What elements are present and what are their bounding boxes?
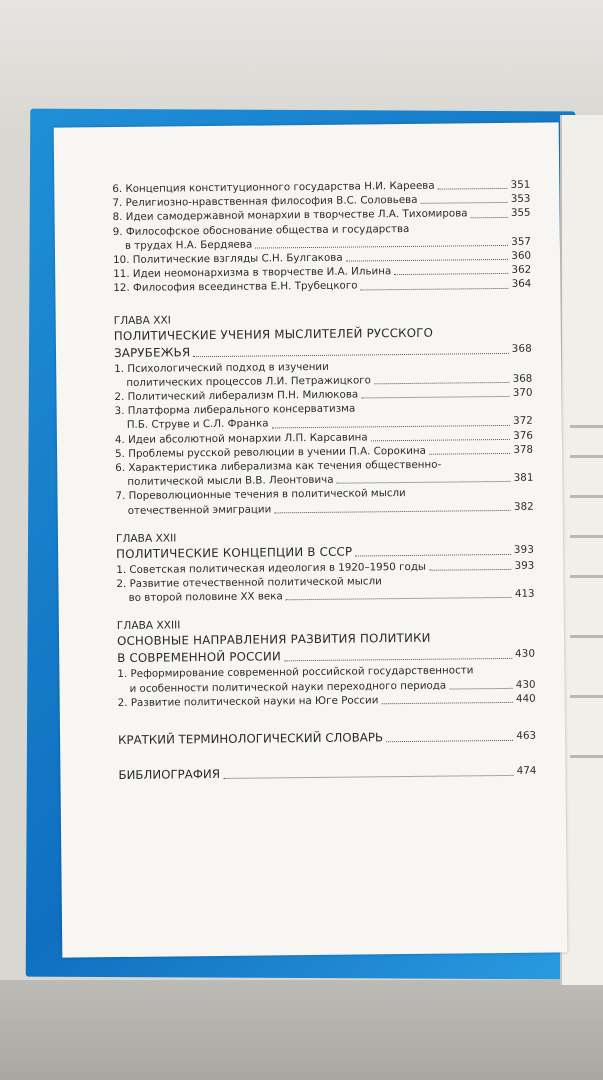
adjacent-book bbox=[560, 115, 603, 985]
adjacent-text-line bbox=[570, 495, 603, 498]
toc-entry: 2. Развитие политической науки на Юге России 440 bbox=[117, 692, 536, 709]
toc-entry: 12. Философия всеединства Е.Н. Трубецкого 364 bbox=[113, 278, 532, 295]
chapter-label: ГЛАВА XXI bbox=[113, 314, 171, 327]
toc-page bbox=[54, 122, 568, 957]
chapter-title: ПОЛИТИЧЕСКИЕ КОНЦЕПЦИИ В СССР 393 bbox=[116, 543, 535, 561]
adjacent-text-line bbox=[570, 635, 603, 638]
toc-entry: 11. Идеи неомонархизма в творчестве И.А. Ильина 362 bbox=[113, 263, 532, 281]
toc-entry-continuation: политической мысли В.В. Леонтовича 381 bbox=[127, 471, 534, 489]
adjacent-text-line bbox=[570, 575, 603, 578]
toc-entry: 8. Идеи самодержавной монархии в творчестве Л.А. Тихомирова 355 bbox=[112, 207, 531, 224]
toc-entry-continuation: отечественной эмиграции 382 bbox=[127, 500, 534, 517]
toc-entry: 1. Психологический подход в изучении bbox=[114, 360, 329, 375]
toc-entry-continuation: во второй половине XX века 413 bbox=[128, 587, 535, 605]
toc-entry: 6. Концепция конституционного государства Н.И. Кареева 351 bbox=[112, 178, 531, 196]
toc-entry-continuation: в трудах Н.А. Бердяева 357 bbox=[124, 235, 531, 252]
chapter-label: ГЛАВА XXIII bbox=[116, 619, 181, 633]
chapter-title-continuation: ЗАРУБЕЖЬЯ 368 bbox=[113, 342, 533, 360]
toc-entry-continuation: политических процессов Л.И. Петражицкого 368 bbox=[126, 372, 533, 389]
chapter-title: ОСНОВНЫЕ НАПРАВЛЕНИЯ РАЗВИТИЯ ПОЛИТИКИ bbox=[116, 631, 431, 649]
adjacent-text-line bbox=[570, 455, 603, 458]
chapter-title: ПОЛИТИЧЕСКИЕ УЧЕНИЯ МЫСЛИТЕЛЕЙ РУССКОГО bbox=[113, 325, 434, 343]
toc-entry: 2. Политический либерализм П.Н. Милюкова 370 bbox=[114, 386, 533, 404]
chapter-label: ГЛАВА XXII bbox=[115, 532, 177, 545]
adjacent-text-line bbox=[570, 425, 603, 428]
toc-entry: 7. Религиозно-нравственная философия В.С. Соловьева 353 bbox=[112, 192, 531, 210]
toc-entry-continuation: и особенности политической науки переходного периода 430 bbox=[129, 678, 536, 695]
toc-entry: 7. Пореволюционные течения в политической мысли bbox=[115, 487, 406, 503]
toc-entry: 2. Развитие отечественной политической мысли bbox=[116, 575, 382, 591]
adjacent-text-line bbox=[570, 695, 603, 698]
toc-entry: 10. Политические взгляды С.Н. Булгакова 360 bbox=[112, 249, 532, 267]
toc-entry: 5. Проблемы русской революции в учении П.А. Сорокина 378 bbox=[115, 443, 534, 460]
toc-entry: 1. Советская политическая идеология в 1920–1950 годы 393 bbox=[116, 559, 535, 576]
chapter-title-continuation: В СОВРЕМЕННОЙ РОССИИ 430 bbox=[117, 648, 536, 666]
toc-entry: 9. Философское обоснование общества и государства bbox=[112, 222, 410, 238]
toc-glossary: КРАТКИЙ ТЕРМИНОЛОГИЧЕСКИЙ СЛОВАРЬ 463 bbox=[118, 729, 537, 748]
toc-entry: 1. Реформирование современной российской государственности bbox=[117, 664, 474, 681]
toc-entry: 4. Идеи абсолютной монархии Л.П. Карсавина 376 bbox=[114, 429, 533, 446]
adjacent-text-line bbox=[570, 755, 603, 758]
table-of-contents bbox=[112, 178, 536, 784]
toc-entry-continuation: П.Б. Струве и С.Л. Франка 372 bbox=[126, 415, 533, 432]
table-surface bbox=[0, 980, 603, 1080]
toc-entry: 6. Характеристика либерализма как течения общественно- bbox=[115, 458, 442, 475]
toc-bibliography: БИБЛИОГРАФИЯ 474 bbox=[118, 764, 537, 783]
toc-entry: 3. Платформа либерального консерватизма bbox=[114, 402, 356, 418]
adjacent-text-line bbox=[570, 535, 603, 538]
